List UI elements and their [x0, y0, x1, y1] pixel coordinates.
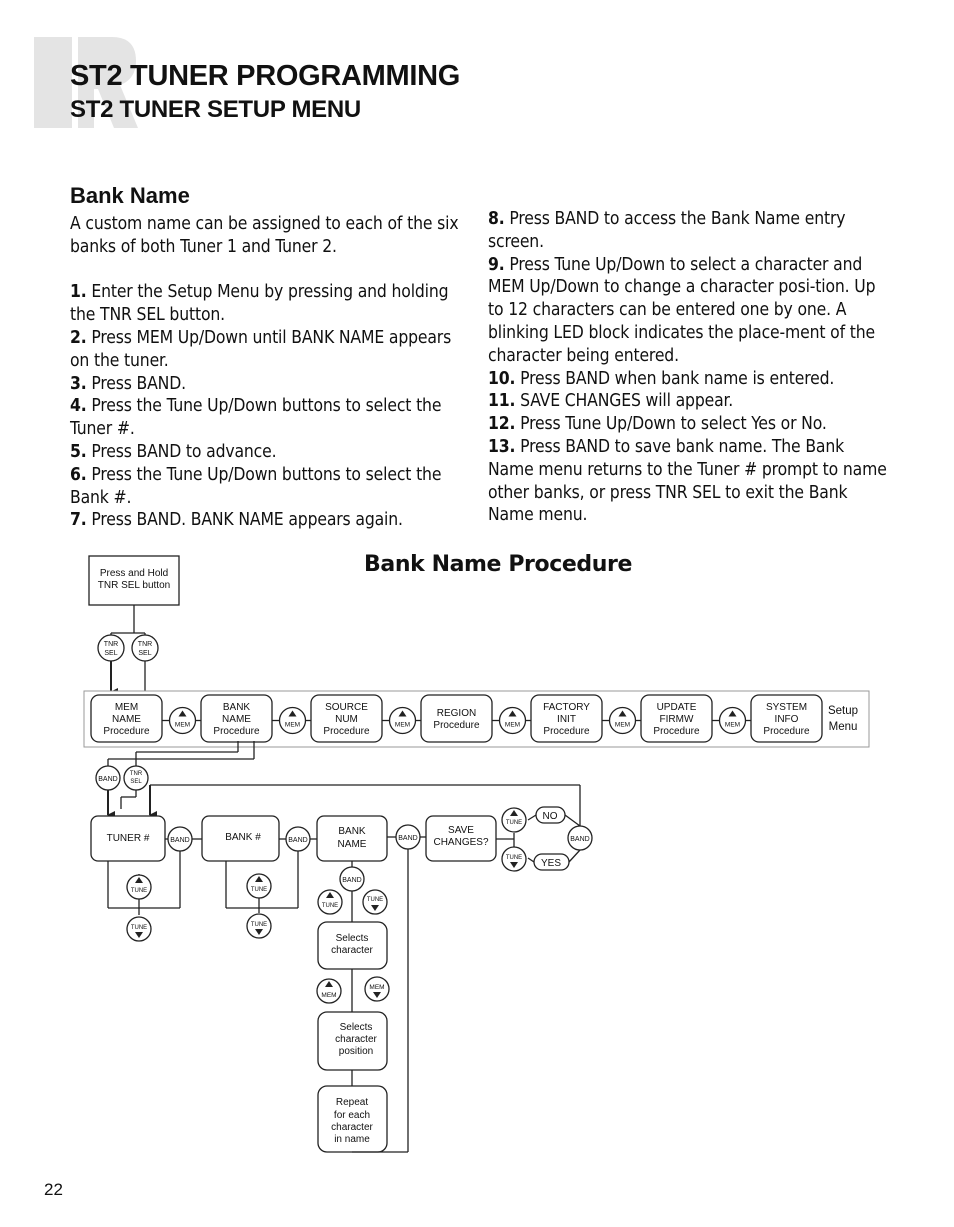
step-11: 11. SAVE CHANGES will appear.	[488, 391, 734, 412]
svg-text:SEL: SEL	[104, 650, 118, 657]
menu-box-label: INIT	[557, 714, 576, 725]
svg-text:MEM: MEM	[321, 992, 337, 999]
no-option-label: NO	[542, 811, 558, 822]
svg-text:TNR: TNR	[129, 771, 143, 777]
repeat-label-4: in name	[334, 1134, 370, 1145]
step-10: 10. Press BAND when bank name is entered.	[488, 368, 835, 389]
menu-box-label: NAME	[112, 714, 141, 725]
tune-down-button-icon	[502, 847, 526, 871]
menu-box-label: Procedure	[433, 720, 480, 731]
band-button-icon	[286, 827, 310, 851]
step-8: 8. Press BAND to access the Bank Name entry screen.	[488, 209, 846, 252]
svg-text:TUNE: TUNE	[250, 887, 268, 893]
svg-text:TNR: TNR	[137, 641, 153, 648]
menu-box-label: Procedure	[653, 726, 700, 737]
tuner-number-label: TUNER #	[106, 833, 150, 844]
menu-box-label: BANK	[222, 702, 251, 713]
tune-down-button-icon	[363, 890, 387, 914]
svg-text:BAND: BAND	[98, 776, 118, 783]
menu-box-label: FIRMW	[659, 714, 694, 725]
setup-menu-label-1: Setup	[827, 705, 859, 717]
mem-button-icon	[170, 708, 196, 734]
menu-box-label: NUM	[335, 714, 358, 725]
save-changes-label-2: CHANGES?	[433, 837, 489, 848]
menu-box-label: Procedure	[543, 726, 590, 737]
tune-up-button-icon	[502, 808, 526, 832]
step-5: 5. Press BAND to advance.	[70, 441, 277, 462]
svg-text:BAND: BAND	[342, 877, 362, 884]
svg-text:SEL: SEL	[130, 779, 142, 785]
intro-text: A custom name can be assigned to each of the six banks of both Tuner 1 and Tuner 2.	[70, 214, 459, 257]
mem-button-icon	[390, 708, 416, 734]
svg-text:MEM: MEM	[504, 721, 521, 729]
tune-up-button-icon	[127, 875, 151, 899]
mem-up-button-icon	[317, 979, 341, 1003]
step-13: 13. Press BAND to save bank name. The Bank Name menu returns to the Tuner # prompt to name other banks, or press TNR SEL to exit the Bank Name menu.	[488, 436, 887, 526]
repeat-label-1: Repeat	[335, 1097, 369, 1108]
menu-box-label: NAME	[222, 714, 251, 725]
menu-box-label: SOURCE	[325, 702, 368, 713]
start-box-line-2: TNR SEL button	[97, 580, 171, 591]
band-button-icon	[340, 867, 364, 891]
tnr-sel-button-icon	[98, 635, 124, 661]
tune-up-button-icon	[247, 874, 271, 898]
selects-position-label-3: position	[338, 1046, 374, 1057]
menu-box-label: SYSTEM	[765, 702, 808, 713]
band-button-icon	[168, 827, 192, 851]
svg-text:TUNE: TUNE	[130, 888, 148, 894]
page-number: 22	[44, 1180, 63, 1199]
mem-button-icon	[610, 708, 636, 734]
svg-text:MEM: MEM	[724, 721, 741, 729]
step-1: 1. Enter the Setup Menu by pressing and holding the TNR SEL button.	[70, 282, 449, 326]
menu-box-label: REGION	[436, 708, 477, 719]
step-12: 12. Press Tune Up/Down to select Yes or No.	[488, 414, 827, 435]
band-button-icon	[96, 766, 120, 790]
selects-character-label-2: character	[331, 945, 373, 956]
bank-number-label: BANK #	[225, 832, 261, 843]
tune-up-button-icon	[318, 890, 342, 914]
menu-box-label: Procedure	[323, 726, 370, 737]
svg-text:TUNE: TUNE	[250, 922, 268, 928]
mem-down-button-icon	[365, 977, 389, 1001]
svg-text:MEM: MEM	[369, 984, 385, 991]
menu-box-label: MEM	[114, 702, 139, 713]
svg-text:MEM: MEM	[284, 721, 301, 729]
diagram-title: Bank Name Procedure	[364, 552, 632, 577]
svg-text:MEM: MEM	[174, 721, 191, 729]
section-title: Bank Name	[70, 183, 190, 208]
svg-text:BAND: BAND	[570, 836, 590, 843]
step-3: 3. Press BAND.	[70, 373, 186, 394]
bank-name-label-2: NAME	[337, 839, 367, 850]
save-changes-label-1: SAVE	[448, 825, 474, 836]
svg-text:TUNE: TUNE	[321, 903, 339, 909]
svg-text:TUNE: TUNE	[505, 820, 523, 826]
svg-text:TNR: TNR	[103, 641, 119, 648]
start-box-line-1: Press and Hold	[99, 568, 169, 579]
setup-menu-label-2: Menu	[828, 721, 858, 733]
band-button-icon	[568, 826, 592, 850]
menu-box-label: INFO	[774, 714, 799, 725]
step-2: 2. Press MEM Up/Down until BANK NAME appears on the tuner.	[70, 327, 452, 371]
band-button-icon	[396, 825, 420, 849]
step-4: 4. Press the Tune Up/Down buttons to select the Tuner #.	[70, 396, 442, 440]
yes-option-label: YES	[540, 858, 562, 869]
svg-text:BAND: BAND	[170, 837, 190, 844]
menu-box-label: Procedure	[763, 726, 810, 737]
svg-text:TUNE: TUNE	[505, 855, 523, 861]
svg-text:BAND: BAND	[398, 835, 418, 842]
mem-button-icon	[500, 708, 526, 734]
menu-box-label: UPDATE	[656, 702, 697, 713]
mem-button-icon	[720, 708, 746, 734]
repeat-label-2: for each	[333, 1110, 371, 1121]
bank-name-label-1: BANK	[338, 826, 366, 837]
menu-box-label: Procedure	[213, 726, 260, 737]
tnr-sel-button-icon	[132, 635, 158, 661]
selects-position-label-1: Selects	[339, 1022, 373, 1033]
tnr-sel-button-icon	[124, 766, 148, 790]
tune-down-button-icon	[247, 914, 271, 938]
tune-down-button-icon	[127, 917, 151, 941]
mem-button-icon	[280, 708, 306, 734]
menu-box-label: FACTORY	[543, 702, 590, 713]
repeat-label-3: character	[331, 1122, 373, 1133]
selects-position-label-2: character	[335, 1034, 377, 1045]
setup-menu-row	[91, 695, 822, 742]
svg-text:BAND: BAND	[288, 837, 308, 844]
page-subtitle: ST2 TUNER SETUP MENU	[70, 96, 361, 123]
page-title: ST2 TUNER PROGRAMMING	[70, 60, 461, 92]
menu-box-label: Procedure	[103, 726, 150, 737]
svg-text:TUNE: TUNE	[130, 925, 148, 931]
selects-character-label-1: Selects	[335, 933, 369, 944]
svg-text:TUNE: TUNE	[366, 897, 384, 903]
step-9: 9. Press Tune Up/Down to select a character and MEM Up/Down to change a character posi-tion. Up to 12 characters can be entered one by one. A blinking LED block indicates the place-ment of the character being entered.	[488, 254, 876, 366]
step-6: 6. Press the Tune Up/Down buttons to select the Bank #.	[70, 464, 442, 508]
svg-text:MEM: MEM	[394, 721, 411, 729]
svg-text:MEM: MEM	[614, 721, 631, 729]
svg-text:SEL: SEL	[138, 650, 152, 657]
step-7: 7. Press BAND. BANK NAME appears again.	[70, 510, 403, 531]
